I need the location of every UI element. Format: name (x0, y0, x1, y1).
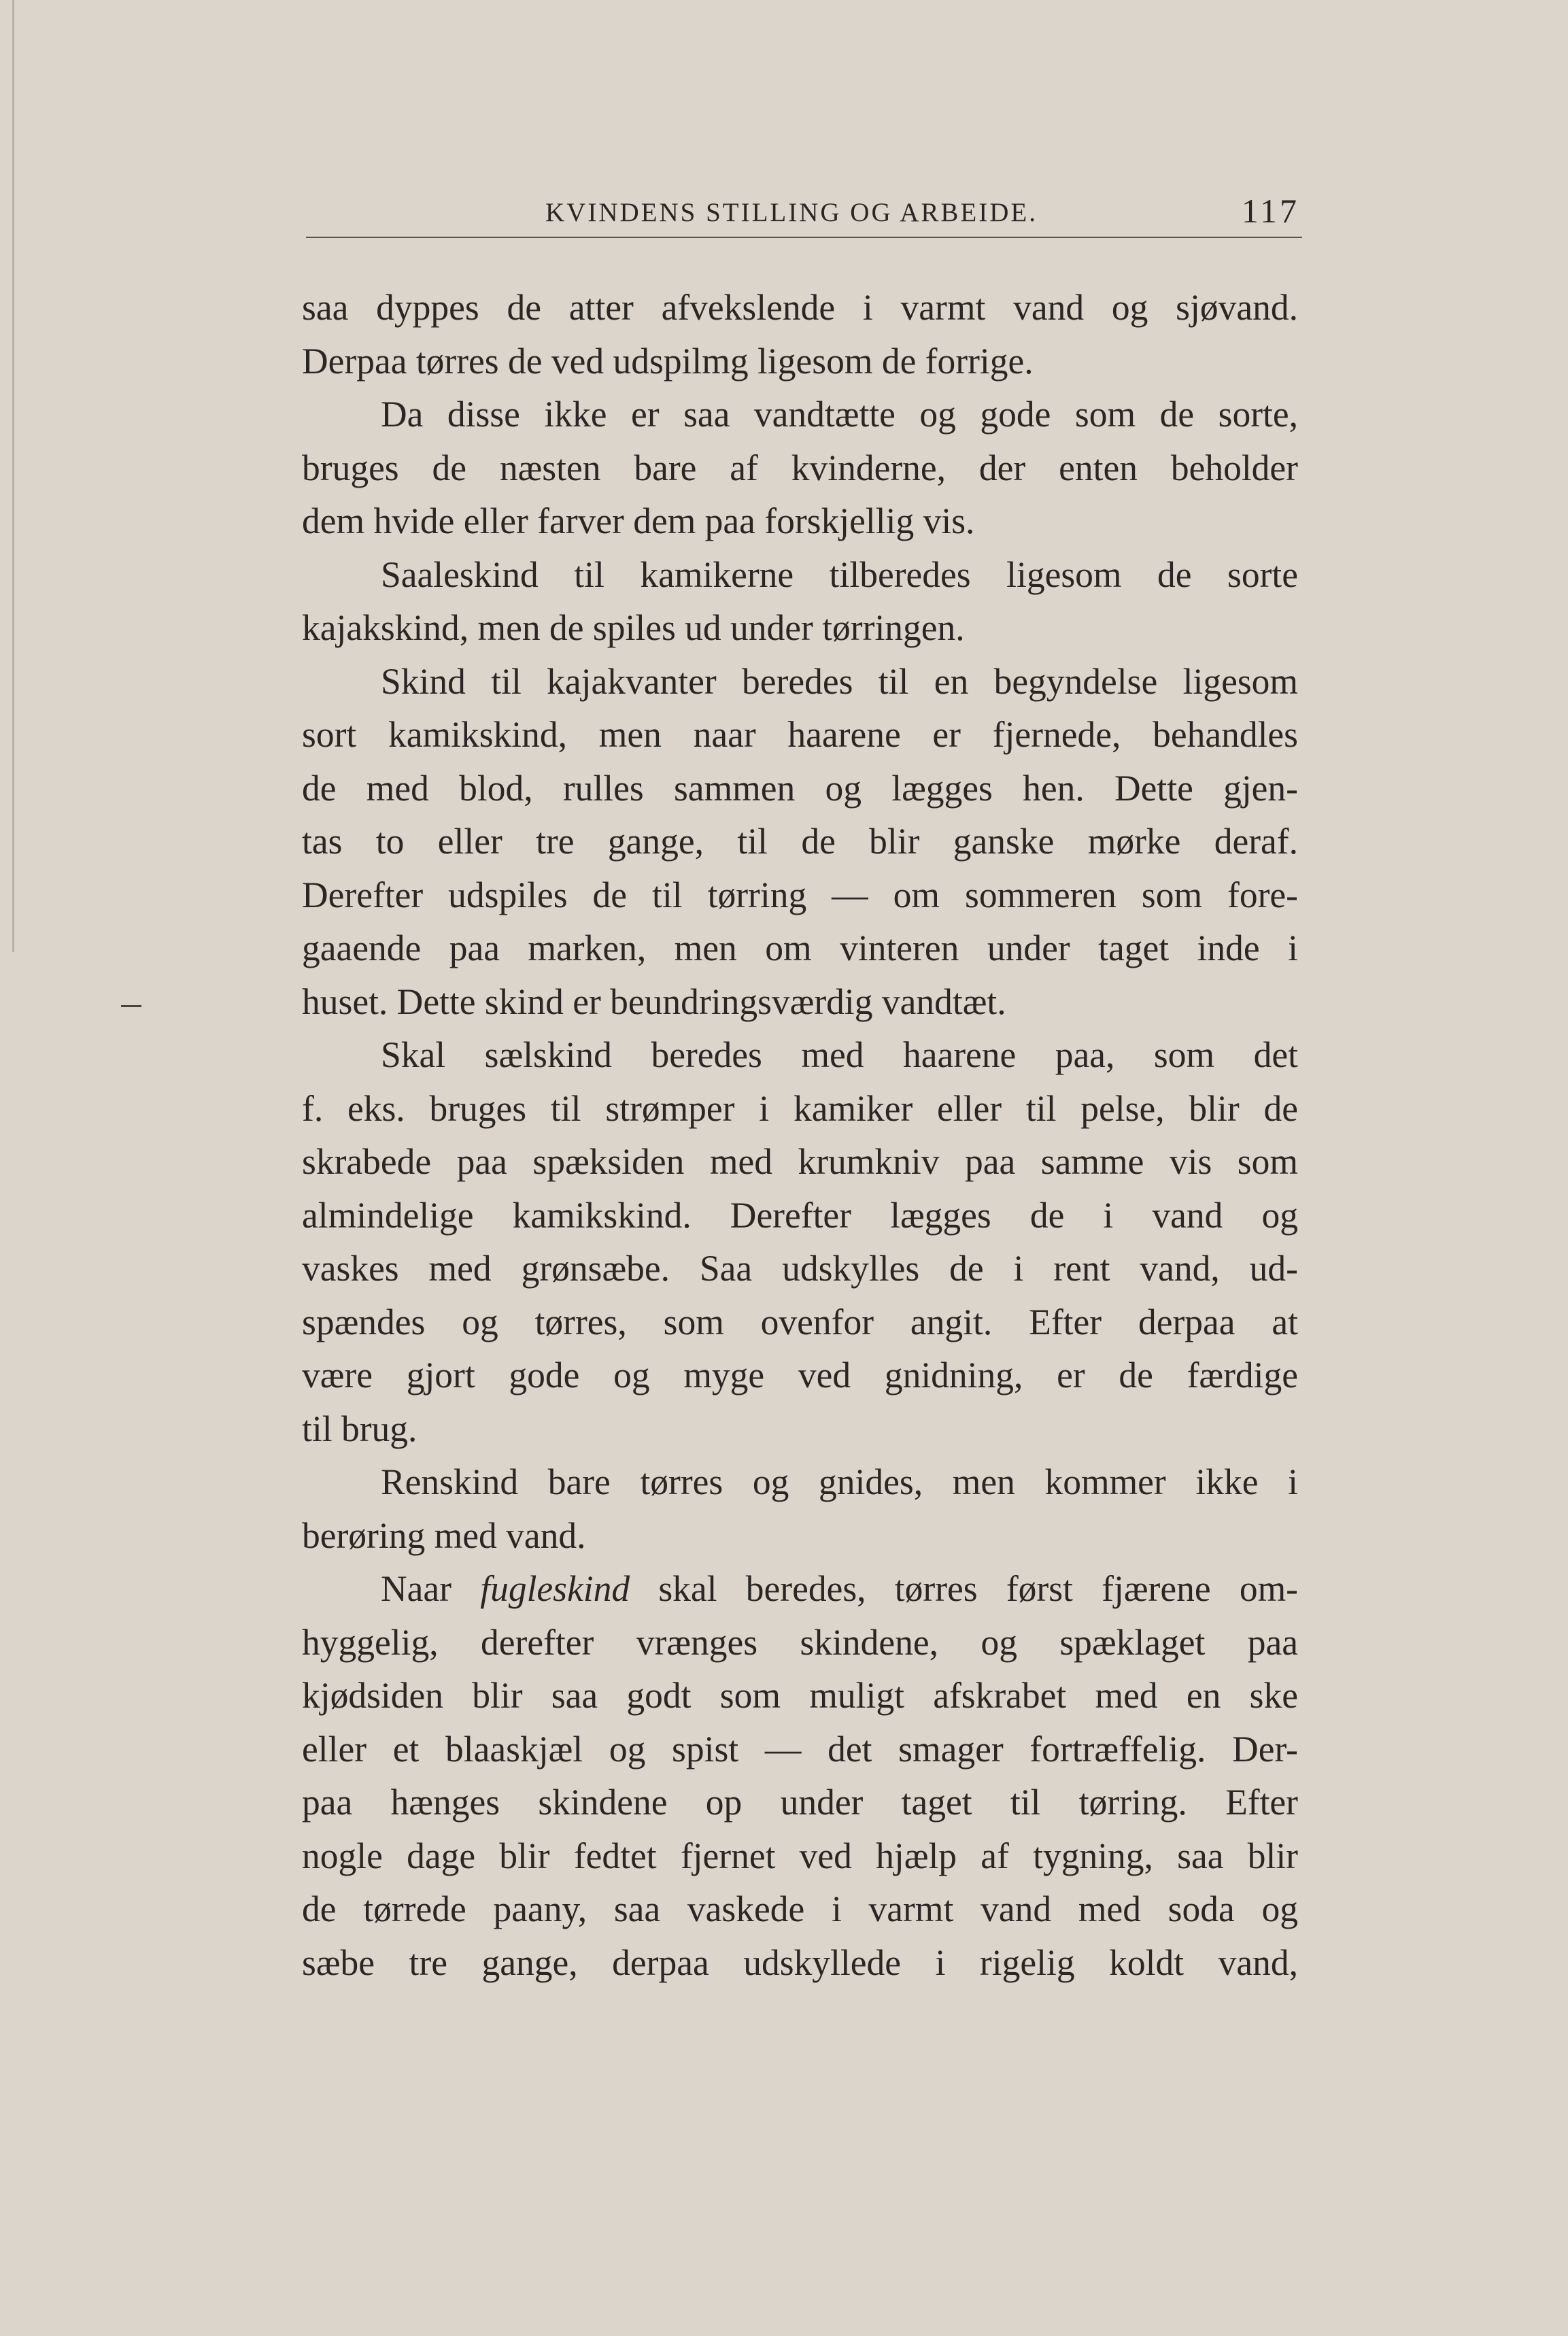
text-line: sæbe tre gange, derpaa udskyllede i rigelig koldt vand, (302, 1942, 1298, 1983)
text-line: f. eks. bruges til strømper i kamiker eller til pelse, blir de (302, 1087, 1298, 1129)
text-line: Saaleskind til kamikerne tilberedes ligesom de sorte (381, 554, 1298, 595)
margin-dash (121, 1005, 141, 1007)
line-prefix: Naar (381, 1568, 451, 1609)
text-line: gaaende paa marken, men om vinteren under taget inde i (302, 928, 1298, 968)
text-line: almindelige kamikskind. Derefter lægges de i vand og (302, 1194, 1298, 1236)
text-line: være gjort gode og myge ved gnidning, er de færdige (302, 1355, 1298, 1395)
text-line: kjødsiden blir saa godt som muligt afskrabet med en ske (302, 1675, 1298, 1716)
text-line: Derefter udspiles de til tørring — om sommeren som fore- (302, 874, 1298, 915)
italic-term: fugleskind (480, 1568, 630, 1609)
page-header (306, 182, 1302, 238)
text-line: nogle dage blir fedtet fjernet ved hjælp af tygning, saa blir (302, 1835, 1298, 1876)
body-text (302, 281, 1298, 1989)
text-line: saa dyppes de atter afvekslende i varmt vand og sjøvand. (302, 287, 1298, 328)
text-line: Derpaa tørres de ved udspilmg ligesom de forrige. (302, 340, 1034, 382)
text-line: dem hvide eller farver dem paa forskjellig vis. (302, 501, 975, 541)
text-line: hyggelig, derefter vrænges skindene, og spæklaget paa (302, 1621, 1298, 1663)
running-head: KVINDENS STILLING OG ARBEIDE. (545, 198, 1038, 227)
page-number: 117 (1241, 192, 1299, 230)
text-line-with-italic (302, 1562, 1298, 1616)
text-line: Da disse ikke er saa vandtætte og gode som de sorte, (381, 394, 1298, 435)
text-line: bruges de næsten bare af kvinderne, der enten beholder (302, 447, 1298, 488)
text-line: berøring med vand. (302, 1514, 586, 1556)
text-line: kajakskind, men de spiles ud under tørringen. (302, 607, 965, 648)
line-rest: skal beredes, tørres først fjærene om- (658, 1568, 1298, 1609)
text-line: Skal sælskind beredes med haarene paa, som det (381, 1034, 1298, 1075)
text-line: Skind til kajakvanter beredes til en begyndelse ligesom (381, 660, 1298, 702)
text-line: paa hænges skindene op under taget til tørring. Efter (302, 1782, 1298, 1823)
text-line: vaskes med grønsæbe. Saa udskylles de i rent vand, ud- (302, 1248, 1298, 1289)
text-line: sort kamikskind, men naar haarene er fjernede, behandles (302, 714, 1298, 755)
text-line: skrabede paa spæksiden med krumkniv paa samme vis som (302, 1141, 1298, 1182)
text-line: til brug. (302, 1408, 417, 1449)
text-line: de tørrede paany, saa vaskede i varmt vand med soda og (302, 1889, 1298, 1929)
text-line: spændes og tørres, som ovenfor angit. Efter derpaa at (302, 1301, 1298, 1342)
page-edge (12, 0, 14, 952)
text-line: de med blod, rulles sammen og lægges hen. Dette gjen- (302, 767, 1298, 809)
text-line: huset. Dette skind er beundringsværdig vandtæt. (302, 981, 1006, 1022)
text-line: eller et blaaskjæl og spist — det smager fortræffelig. Der- (302, 1728, 1298, 1770)
text-line: Renskind bare tørres og gnides, men kommer ikke i (381, 1461, 1298, 1502)
text-line: tas to eller tre gange, til de blir ganske mørke deraf. (302, 821, 1298, 862)
